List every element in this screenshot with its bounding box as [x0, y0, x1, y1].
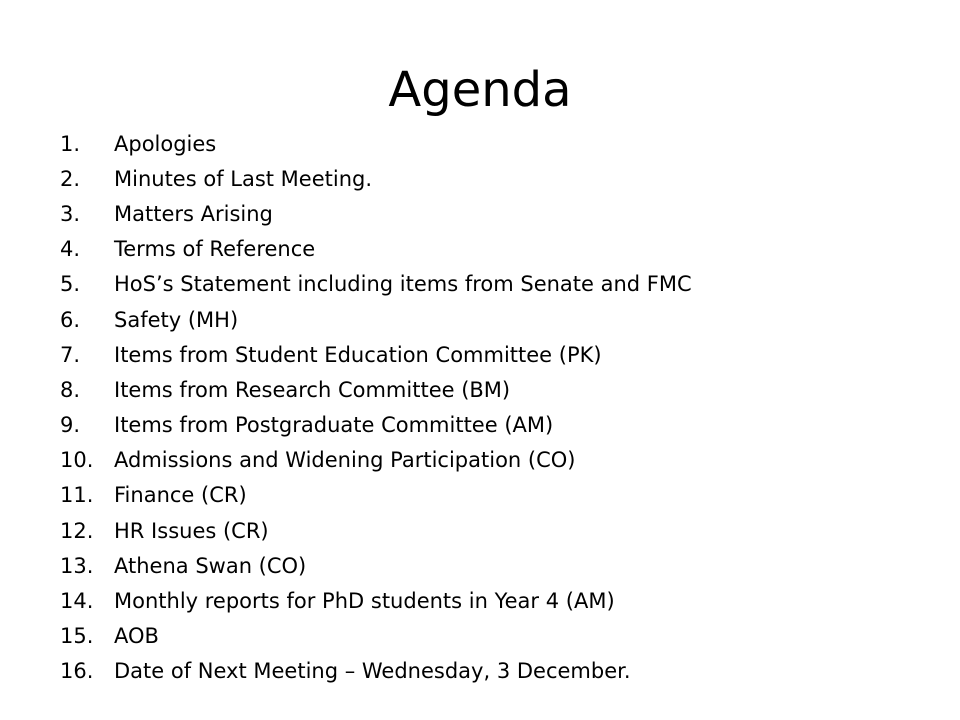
- agenda-item: [60, 196, 940, 231]
- agenda-list: [60, 126, 940, 689]
- agenda-item: [60, 654, 940, 689]
- agenda-item: [60, 513, 940, 548]
- agenda-item: [60, 583, 940, 618]
- agenda-item: [60, 232, 940, 267]
- item-number: 16.: [60, 659, 94, 684]
- item-text: HR Issues (CR): [114, 518, 269, 543]
- agenda-item: [60, 548, 940, 583]
- item-number: 8.: [60, 377, 81, 402]
- item-number: 13.: [60, 553, 94, 578]
- item-text: Safety (MH): [114, 307, 239, 332]
- item-text: Apologies: [114, 131, 217, 156]
- agenda-item: [60, 408, 940, 443]
- item-text: Admissions and Widening Participation (CO): [114, 448, 576, 473]
- agenda-item: [60, 302, 940, 337]
- item-number: 11.: [60, 483, 94, 508]
- item-number: 14.: [60, 589, 94, 614]
- agenda-item: [60, 443, 940, 478]
- item-number: 15.: [60, 624, 94, 649]
- agenda-item: [60, 267, 940, 302]
- item-text: Monthly reports for PhD students in Year 4 (AM): [114, 589, 615, 614]
- item-text: Matters Arising: [114, 201, 273, 226]
- item-number: 2.: [60, 166, 81, 191]
- agenda-item: [60, 619, 940, 654]
- item-number: 3.: [60, 201, 81, 226]
- item-text: Minutes of Last Meeting.: [114, 166, 373, 191]
- item-number: 1.: [60, 131, 81, 156]
- item-text: Athena Swan (CO): [114, 553, 307, 578]
- item-number: 10.: [60, 448, 94, 473]
- item-text: Date of Next Meeting – Wednesday, 3 December.: [114, 659, 631, 684]
- item-number: 5.: [60, 272, 81, 297]
- item-number: 4.: [60, 237, 81, 262]
- agenda-item: [60, 337, 940, 372]
- agenda-item: [60, 478, 940, 513]
- item-number: 12.: [60, 518, 94, 543]
- item-number: 9.: [60, 413, 81, 438]
- item-text: Items from Postgraduate Committee (AM): [114, 413, 554, 438]
- item-text: Items from Student Education Committee (PK): [114, 342, 602, 367]
- agenda-item: [60, 372, 940, 407]
- slide-title: Agenda: [388, 62, 572, 118]
- agenda-item: [60, 126, 940, 161]
- item-number: 7.: [60, 342, 81, 367]
- item-text: Terms of Reference: [114, 237, 316, 262]
- item-text: Finance (CR): [114, 483, 247, 508]
- item-text: HoS’s Statement including items from Senate and FMC: [114, 272, 692, 297]
- agenda-item: [60, 161, 940, 196]
- item-text: Items from Research Committee (BM): [114, 377, 511, 402]
- item-text: AOB: [114, 624, 159, 649]
- item-number: 6.: [60, 307, 81, 332]
